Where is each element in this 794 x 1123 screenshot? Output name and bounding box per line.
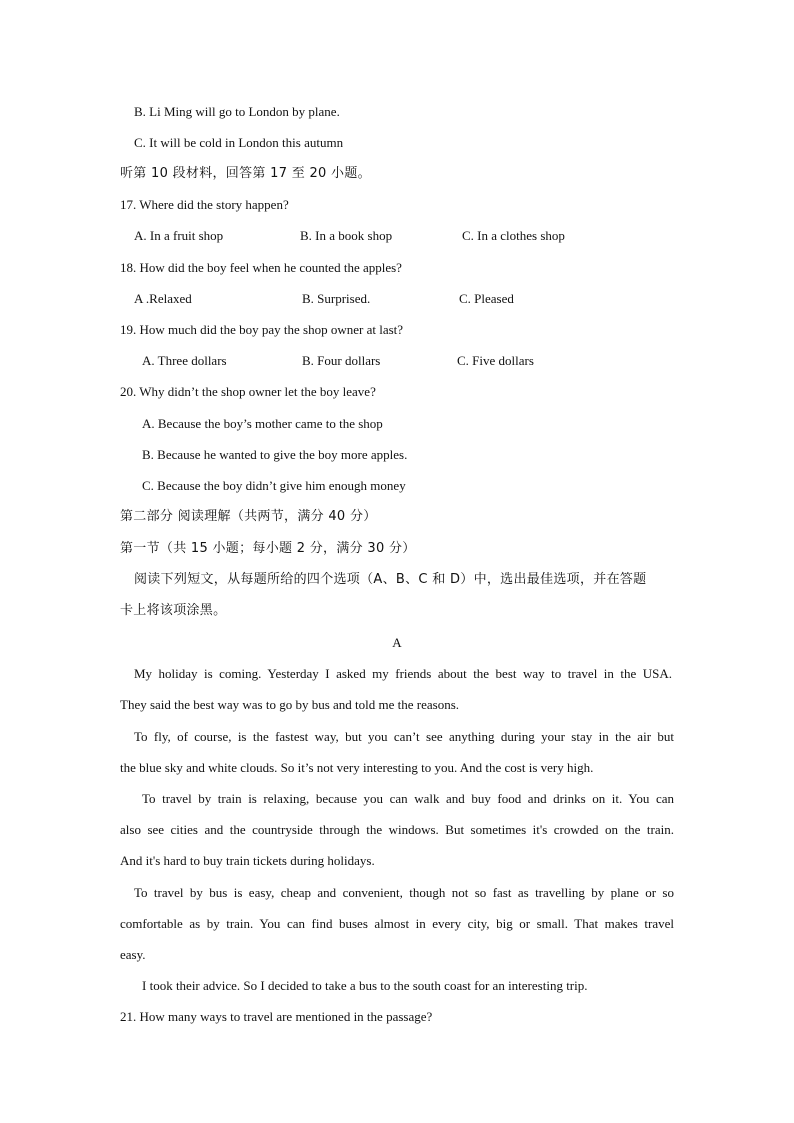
question-18: 18. How did the boy feel when he counted the apples? bbox=[120, 260, 402, 275]
passage-p4-line2: comfortable as by train. You can find buses almost in every city, big or small. That makes travel bbox=[120, 916, 674, 931]
section-10-heading: 听第 10 段材料，回答第 17 至 20 小题。 bbox=[120, 166, 371, 181]
question-19-option-a: A. Three dollars bbox=[142, 353, 227, 368]
question-17-option-c: C. In a clothes shop bbox=[462, 228, 565, 243]
passage-p3-line2: also see cities and the countryside through the windows. But sometimes it's crowded on the train. bbox=[120, 822, 674, 837]
passage-p5: I took their advice. So I decided to take a bus to the south coast for an interesting trip. bbox=[142, 978, 588, 993]
passage-p3-line1: To travel by train is relaxing, because you can walk and buy food and drinks on it. You can bbox=[142, 791, 674, 806]
instructions-line-1: 阅读下列短文，从每题所给的四个选项（A、B、C 和 D）中，选出最佳选项，并在答题 bbox=[134, 572, 647, 587]
passage-p3-line3: And it's hard to buy train tickets during holidays. bbox=[120, 853, 375, 868]
question-18-option-c: C. Pleased bbox=[459, 291, 514, 306]
passage-p4-line1: To travel by bus is easy, cheap and convenient, though not so fast as travelling by plane or so bbox=[134, 885, 674, 900]
question-21: 21. How many ways to travel are mentioned in the passage? bbox=[120, 1009, 433, 1024]
passage-p1-line1: My holiday is coming. Yesterday I asked my friends about the best way to travel in the USA. bbox=[134, 666, 672, 681]
question-20-option-b: B. Because he wanted to give the boy more apples. bbox=[142, 447, 408, 462]
option-l2: C. It will be cold in London this autumn bbox=[134, 135, 344, 150]
section-1-heading: 第一节（共 15 小题；每小题 2 分，满分 30 分） bbox=[120, 541, 416, 556]
passage-p2-line1: To fly, of course, is the fastest way, but you can’t see anything during your stay in the air but bbox=[134, 729, 674, 744]
question-18-option-b: B. Surprised. bbox=[302, 291, 371, 306]
passage-p1-line2: They said the best way was to go by bus and told me the reasons. bbox=[120, 697, 460, 712]
question-19-option-c: C. Five dollars bbox=[457, 353, 534, 368]
question-17: 17. Where did the story happen? bbox=[120, 197, 289, 212]
question-18-option-a: A .Relaxed bbox=[134, 291, 192, 306]
option-l1: B. Li Ming will go to London by plane. bbox=[134, 104, 340, 119]
question-20: 20. Why didn’t the shop owner let the boy leave? bbox=[120, 384, 376, 399]
instructions-line-2: 卡上将该项涂黑。 bbox=[120, 603, 227, 618]
passage-p2-line2: the blue sky and white clouds. So it’s not very interesting to you. And the cost is very high. bbox=[120, 760, 594, 775]
part-2-heading: 第二部分 阅读理解（共两节，满分 40 分） bbox=[120, 509, 377, 524]
question-20-option-c: C. Because the boy didn’t give him enough money bbox=[142, 478, 406, 493]
question-20-option-a: A. Because the boy’s mother came to the shop bbox=[142, 416, 383, 431]
question-17-option-a: A. In a fruit shop bbox=[134, 228, 224, 243]
passage-p4-line3: easy. bbox=[120, 947, 146, 962]
question-19-option-b: B. Four dollars bbox=[302, 353, 381, 368]
question-19: 19. How much did the boy pay the shop owner at last? bbox=[120, 322, 404, 337]
passage-label: A bbox=[392, 635, 402, 650]
question-17-option-b: B. In a book shop bbox=[300, 228, 393, 243]
